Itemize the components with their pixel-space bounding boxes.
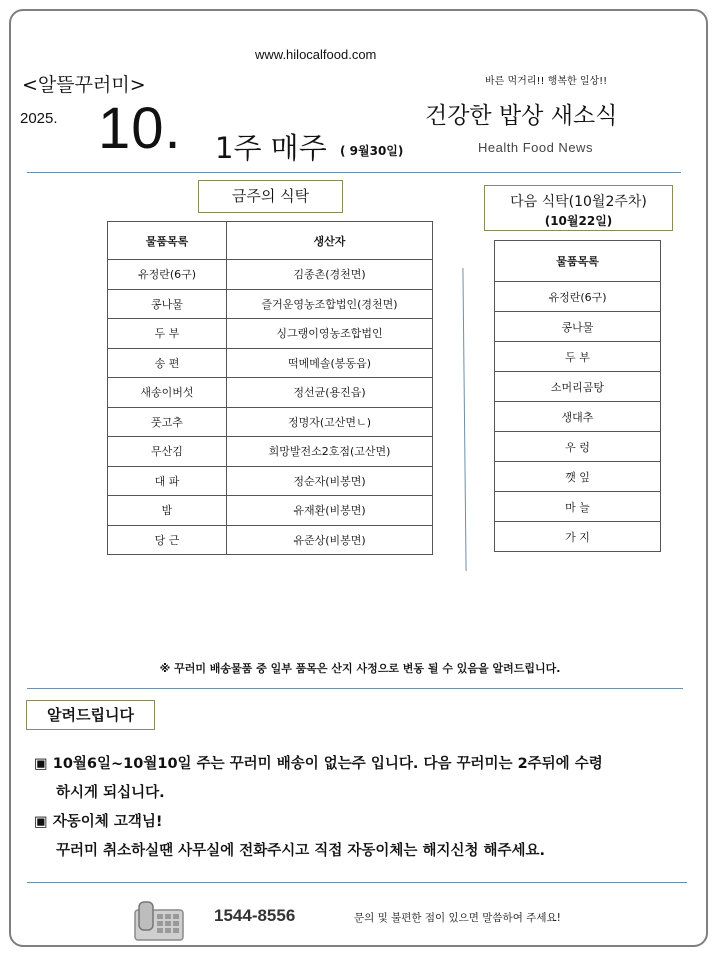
column-header: 생산자 bbox=[227, 222, 433, 260]
issue-date: ( 9월30일) bbox=[340, 144, 404, 158]
table-row bbox=[495, 282, 661, 312]
table-row bbox=[108, 496, 433, 526]
table-row bbox=[495, 462, 661, 492]
item-cell: 풋고추 bbox=[108, 407, 227, 437]
producer-cell: 떡메메솔(봉동읍) bbox=[227, 348, 433, 378]
item-cell: 가 지 bbox=[495, 522, 661, 552]
item-cell: 대 파 bbox=[108, 466, 227, 496]
announcement-1-cont: 하시게 되십니다. bbox=[56, 785, 165, 801]
table-row bbox=[495, 402, 661, 432]
item-cell: 생대추 bbox=[495, 402, 661, 432]
footer-message: 문의 및 불편한 점이 있으면 말씀하여 주세요! bbox=[354, 912, 561, 924]
table-row bbox=[495, 312, 661, 342]
table-row bbox=[108, 348, 433, 378]
item-cell: 유정란(6구) bbox=[108, 260, 227, 290]
this-week-label: 금주의 식탁 bbox=[198, 180, 343, 213]
table-header-row bbox=[495, 241, 661, 282]
item-cell: 깻 잎 bbox=[495, 462, 661, 492]
table-row bbox=[108, 289, 433, 319]
producer-cell: 싱그랭이영농조합법인 bbox=[227, 319, 433, 349]
announcement-2-cont: 꾸러미 취소하실땐 사무실에 전화주시고 직접 자동이체는 해지신청 해주세요. bbox=[56, 843, 546, 859]
telephone-icon bbox=[133, 896, 187, 942]
header-divider bbox=[27, 172, 681, 173]
table-row bbox=[108, 525, 433, 555]
newsletter-subtitle: Health Food News bbox=[478, 140, 593, 155]
item-cell: 콩나물 bbox=[495, 312, 661, 342]
newsletter-title: 건강한 밥상 새소식 bbox=[425, 103, 618, 129]
next-week-table bbox=[494, 240, 661, 552]
table-row bbox=[108, 407, 433, 437]
week-label: 1주 매주 bbox=[215, 131, 327, 165]
producer-cell: 정순자(비봉면) bbox=[227, 466, 433, 496]
item-cell: 두 부 bbox=[108, 319, 227, 349]
item-cell: 당 근 bbox=[108, 525, 227, 555]
table-row bbox=[495, 522, 661, 552]
item-cell: 우 렁 bbox=[495, 432, 661, 462]
next-week-title: 다음 식탁(10월2주차) bbox=[510, 194, 647, 210]
table-row bbox=[495, 342, 661, 372]
announcement-2: ▣ 자동이체 고객님! bbox=[34, 814, 163, 830]
producer-cell: 김종촌(경천면) bbox=[227, 260, 433, 290]
month: 10. bbox=[98, 96, 182, 161]
table-header-row bbox=[108, 222, 433, 260]
producer-cell: 유재환(비봉면) bbox=[227, 496, 433, 526]
table-row bbox=[108, 260, 433, 290]
table-row bbox=[495, 492, 661, 522]
table-row bbox=[108, 378, 433, 408]
item-cell: 콩나물 bbox=[108, 289, 227, 319]
brand-name: <알뜰꾸러미> bbox=[22, 74, 146, 96]
producer-cell: 정명자(고산면ㄴ) bbox=[227, 407, 433, 437]
producer-cell: 유준상(비봉면) bbox=[227, 525, 433, 555]
item-cell: 송 편 bbox=[108, 348, 227, 378]
table-row bbox=[495, 432, 661, 462]
year: 2025. bbox=[20, 110, 58, 127]
notice-divider bbox=[27, 688, 683, 689]
producer-cell: 희망발전소2호점(고산면) bbox=[227, 437, 433, 467]
item-cell: 새송이버섯 bbox=[108, 378, 227, 408]
next-week-date: (10월22일) bbox=[544, 214, 613, 228]
table-row bbox=[108, 319, 433, 349]
phone-number[interactable]: 1544-8556 bbox=[214, 906, 296, 925]
item-cell: 밤 bbox=[108, 496, 227, 526]
this-week-table bbox=[107, 221, 433, 555]
announcement-1: ▣ 10월6일~10월10일 주는 꾸러미 배송이 없는주 입니다. 다음 꾸러미는 2주뒤에 수령 bbox=[34, 756, 603, 772]
item-cell: 유정란(6구) bbox=[495, 282, 661, 312]
slogan: 바른 먹거리!! 행복한 일상!! bbox=[485, 76, 608, 87]
item-cell: 마 늘 bbox=[495, 492, 661, 522]
website-url[interactable]: www.hilocalfood.com bbox=[255, 47, 377, 62]
item-cell: 두 부 bbox=[495, 342, 661, 372]
item-cell: 무산김 bbox=[108, 437, 227, 467]
table-row bbox=[108, 437, 433, 467]
next-week-label bbox=[484, 185, 673, 231]
producer-cell: 즐거운영농조합법인(경천면) bbox=[227, 289, 433, 319]
table-row bbox=[108, 466, 433, 496]
producer-cell: 정선균(용진읍) bbox=[227, 378, 433, 408]
table-row bbox=[495, 372, 661, 402]
footer-divider bbox=[27, 882, 687, 883]
announcements-label: 알려드립니다 bbox=[26, 700, 155, 730]
column-header: 물품목록 bbox=[108, 222, 227, 260]
column-header: 물품목록 bbox=[495, 241, 661, 282]
item-cell: 소머리곰탕 bbox=[495, 372, 661, 402]
delivery-notice: ※ 꾸러미 배송물품 중 일부 품목은 산지 사정으로 변동 될 수 있음을 알려드립니다. bbox=[159, 662, 561, 675]
